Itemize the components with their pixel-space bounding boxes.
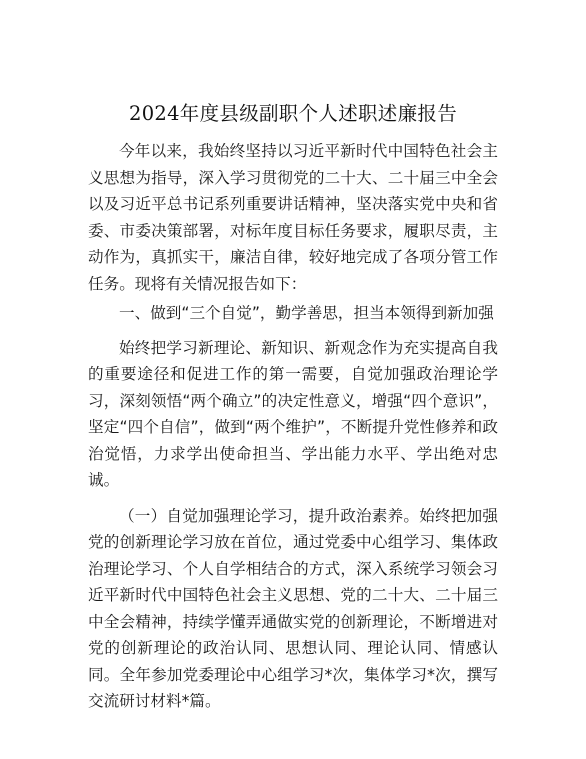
- paragraph-subsection-1: （一）自觉加强理论学习，提升政治素养。始终把加强党的创新理论学习放在首位，通过党委中心组学习、集体政治理论学习、个人自学相结合的方式，深入系统学习领会习近平新时代中国特色社会主义思想、党的二十大、二十届三中全会精神，持续学懂弄通做实党的创新理论，不断增进对党的创新理论的政治认同、思想认同、理论认同、情感认同。全年参加党委理论中心组学习*次，集体学习*次，撰写交流研讨材料*篇。: [88, 506, 498, 710]
- document-title: 2024年度县级副职个人述职述廉报告: [128, 102, 458, 125]
- section-heading-1: 一、做到“三个自觉”，勤学善思，担当本领得到新加强: [119, 304, 494, 322]
- document-body: [88, 138, 498, 715]
- paragraph-section-1: 始终把学习新理论、新知识、新观念作为充实提高自我的重要途径和促进工作的第一需要，自觉加强政治理论学习，深刻领悟“两个确立”的决定性意义，增强“四个意识”，坚定“四个自信”，做到“两个维护”，不断提升党性修养和政治觉悟，力求学出使命担当、学出能力水平、学出绝对忠诚。: [88, 338, 498, 489]
- paragraph-intro: 今年以来，我始终坚持以习近平新时代中国特色社会主义思想为指导，深入学习贯彻党的二十大、二十届三中全会以及习近平总书记系列重要讲话精神，坚决落实党中央和省委、市委决策部署，对标年度目标任务要求，履职尽责，主动作为，真抓实干，廉洁自律，较好地完成了各项分管工作任务。现将有关情况报告如下：: [88, 142, 498, 293]
